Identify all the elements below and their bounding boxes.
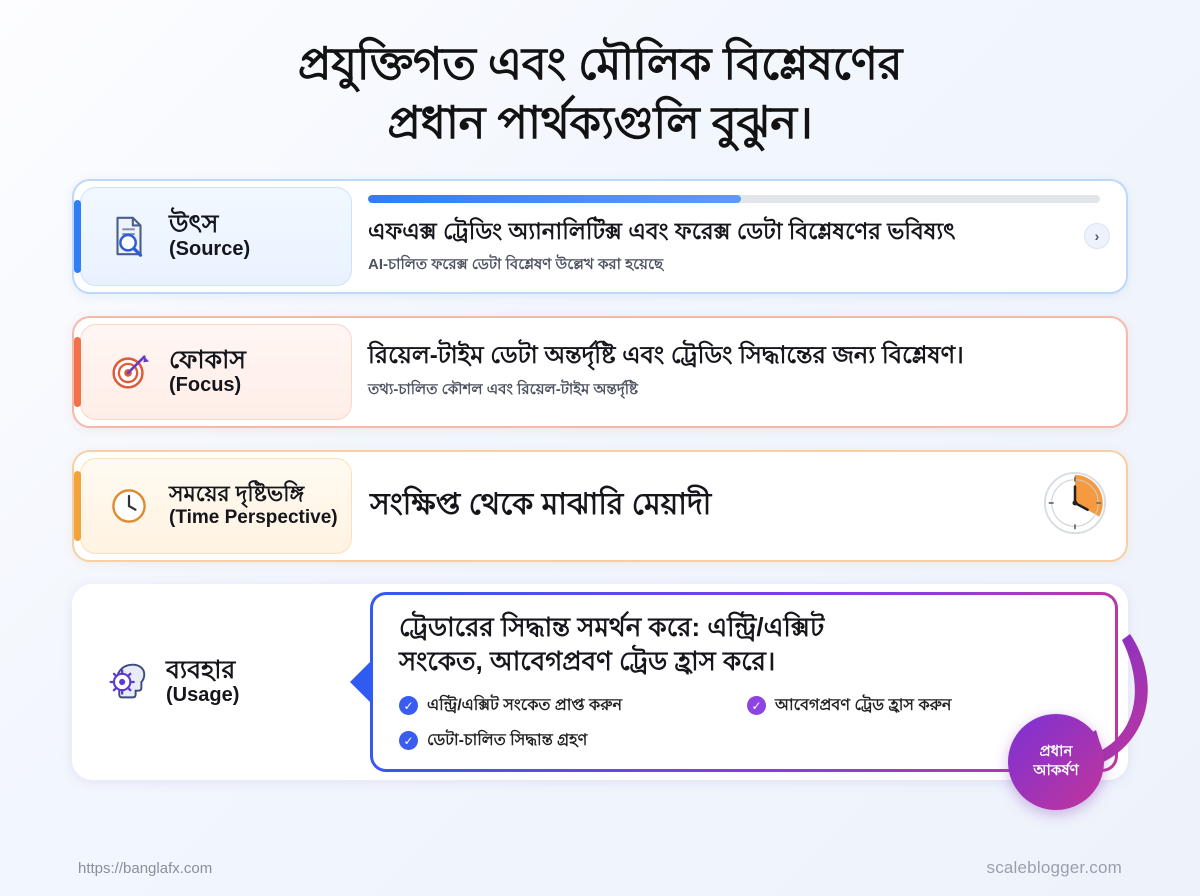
row-time-label-en: (Time Perspective) bbox=[169, 506, 338, 528]
key-attraction-badge bbox=[1008, 714, 1104, 810]
row-focus[interactable] bbox=[72, 316, 1128, 428]
list-item bbox=[399, 692, 729, 719]
row-focus-content bbox=[358, 318, 1126, 426]
badge-line-1: প্রধান bbox=[1039, 743, 1073, 761]
row-source-label bbox=[169, 210, 250, 262]
row-usage-label-box bbox=[78, 590, 364, 774]
row-focus-label-box bbox=[80, 324, 352, 420]
document-search-icon bbox=[103, 210, 155, 262]
row-focus-label-en: (Focus) bbox=[169, 373, 242, 396]
row-source-sub: AI-চালিত ফরেক্স ডেটা বিশ্লেষণ উল্লেখ করা হয়েছে bbox=[368, 255, 664, 273]
accent-bar-focus bbox=[74, 337, 81, 407]
footer-source-url[interactable]: https://banglafx.com bbox=[78, 859, 213, 877]
row-usage-headline-line-1: ট্রেডারের সিদ্ধান্ত সমর্থন করে: এন্ট্রি/এক্সিট bbox=[399, 611, 825, 642]
row-usage[interactable] bbox=[72, 584, 1128, 780]
row-time-headline: সংক্ষিপ্ত থেকে মাঝারি মেয়াদী bbox=[370, 488, 712, 522]
row-usage-panel bbox=[370, 592, 1118, 772]
row-source-headline: এফএক্স ট্রেডিং অ্যানালিটিক্স এবং ফরেক্স ডেটা বিশ্লেষণের ভবিষ্যৎ bbox=[368, 217, 956, 244]
row-focus-label-bn: ফোকাস bbox=[169, 345, 246, 374]
row-time-label-box bbox=[80, 458, 352, 554]
row-source-label-en: (Source) bbox=[169, 238, 251, 261]
source-progress-fill bbox=[368, 195, 741, 203]
list-item-label: ডেটা-চালিত সিদ্ধান্ত গ্রহণ bbox=[427, 732, 588, 750]
accent-bar-source bbox=[74, 200, 81, 273]
row-time-perspective[interactable] bbox=[72, 450, 1128, 562]
usage-check-list bbox=[399, 692, 1093, 754]
check-icon: ✓ bbox=[399, 696, 418, 715]
target-dart-icon bbox=[103, 346, 155, 398]
page-title-line-2: প্রধান পার্থক্যগুলি বুঝুন। bbox=[387, 97, 813, 149]
row-source-content bbox=[358, 181, 1126, 292]
row-source-label-bn: উৎস bbox=[169, 210, 219, 239]
row-source-label-box bbox=[80, 187, 352, 286]
row-source[interactable] bbox=[72, 179, 1128, 294]
row-focus-sub: তথ্য-চালিত কৌশল এবং রিয়েল-টাইম অন্তর্দৃষ্টি bbox=[368, 380, 639, 398]
badge-line-2: আকর্ষণ bbox=[1033, 762, 1079, 779]
chevron-right-icon[interactable]: › bbox=[1084, 223, 1110, 249]
row-time-content bbox=[358, 452, 1126, 560]
row-usage-label-bn: ব্যবহার bbox=[166, 655, 236, 684]
row-time-label-bn: সময়ের দৃষ্টিভঙ্গি bbox=[169, 481, 305, 507]
row-focus-headline: রিয়েল-টাইম ডেটা অন্তর্দৃষ্টি এবং ট্রেডিং সিদ্ধান্তের জন্য বিশ্লেষণ। bbox=[368, 341, 964, 369]
row-focus-label bbox=[169, 346, 246, 398]
source-progress-bar bbox=[368, 195, 1100, 203]
clock-icon bbox=[103, 480, 155, 532]
pointer-triangle-icon bbox=[350, 660, 372, 704]
row-usage-headline-line-2: সংকেত, আবেগপ্রবণ ট্রেড হ্রাস করে। bbox=[399, 645, 776, 676]
list-item-label: এন্ট্রি/এক্সিট সংকেত প্রাপ্ত করুন bbox=[427, 697, 623, 715]
list-item bbox=[399, 727, 729, 754]
check-icon: ✓ bbox=[747, 696, 766, 715]
check-icon: ✓ bbox=[399, 731, 418, 750]
row-time-label bbox=[169, 482, 338, 529]
row-usage-label-en: (Usage) bbox=[166, 683, 240, 706]
clock-pie-icon bbox=[1042, 470, 1108, 541]
footer-brand[interactable]: scaleblogger.com bbox=[986, 858, 1122, 877]
footer bbox=[0, 858, 1200, 878]
list-item-label: আবেগপ্রবণ ট্রেড হ্রাস করুন bbox=[775, 697, 952, 715]
page-title bbox=[0, 0, 1200, 153]
gear-head-idea-icon bbox=[100, 656, 152, 708]
accent-bar-time bbox=[74, 471, 81, 541]
page-title-line-1: প্রযুক্তিগত এবং মৌলিক বিশ্লেষণের bbox=[297, 38, 903, 89]
row-usage-label bbox=[166, 656, 239, 708]
